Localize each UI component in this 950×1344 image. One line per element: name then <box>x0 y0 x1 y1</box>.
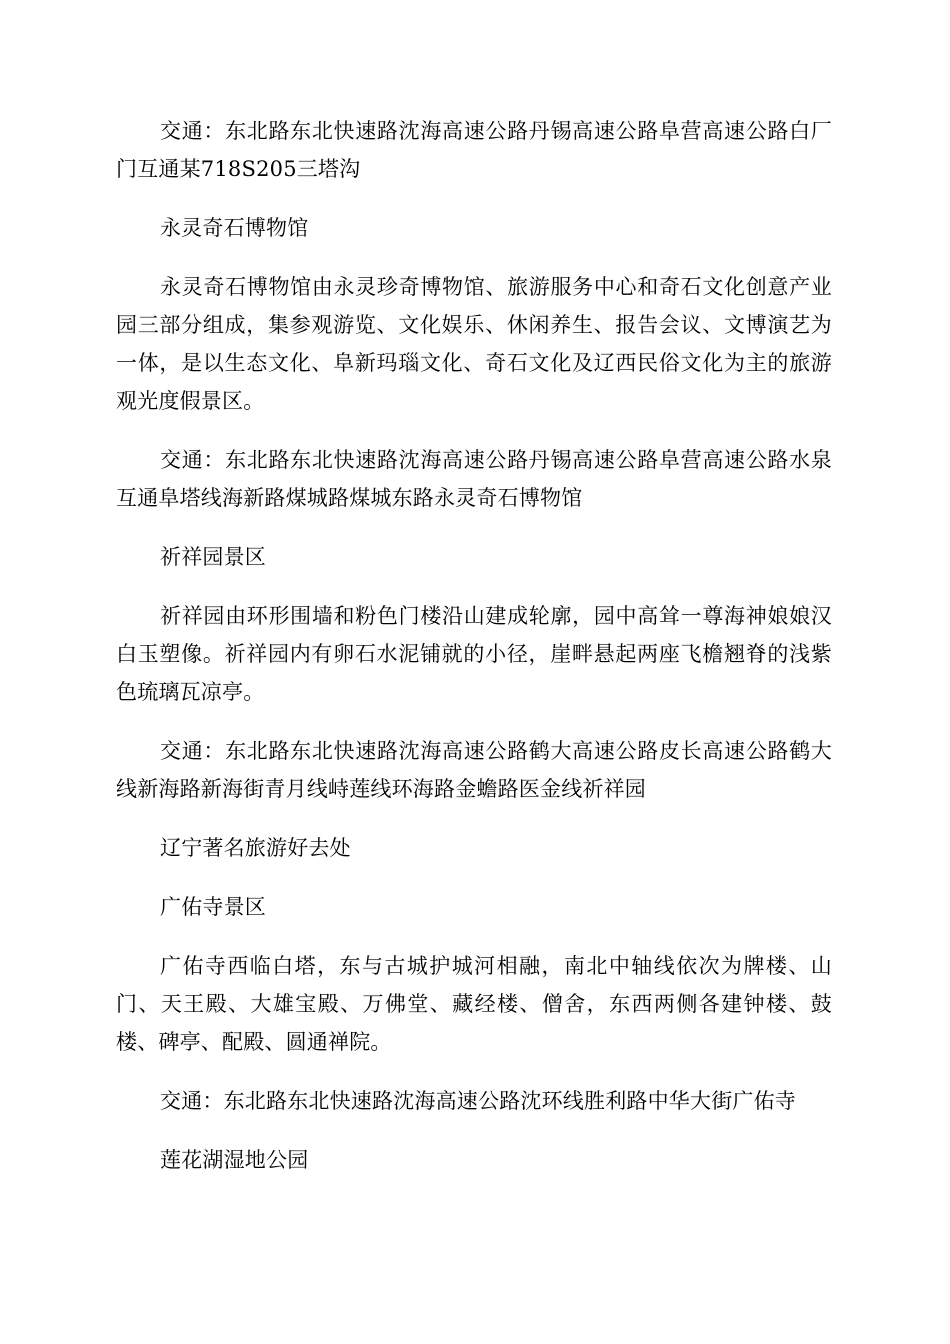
transport-info-yongling-museum: 交通：东北路东北快速路沈海高速公路丹锡高速公路阜营高速公路水泉互通阜塔线海新路煤城路煤城东路永灵奇石博物馆 <box>116 448 832 510</box>
section-heading-lotus-lake-wetland: 莲花湖湿地公园 <box>160 1148 309 1172</box>
description-qixiangyuan: 祈祥园由环形围墙和粉色门楼沿山建成轮廓，园中高耸一尊海神娘娘汉白玉塑像。祈祥园内有卵石水泥铺就的小径，崖畔悬起两座飞檐翘脊的浅紫色琉璃瓦凉亭。 <box>116 604 832 704</box>
transport-info-santagou: 交通：东北路东北快速路沈海高速公路丹锡高速公路阜营高速公路白厂门互通某718S205三塔沟 <box>116 119 832 181</box>
description-guangyou-temple: 广佑寺西临白塔，东与古城护城河相融，南北中轴线依次为牌楼、山门、天王殿、大雄宝殿、万佛堂、藏经楼、僧舍，东西两侧各建钟楼、鼓楼、碑亭、配殿、圆通禅院。 <box>116 954 832 1054</box>
transport-info-qixiangyuan: 交通：东北路东北快速路沈海高速公路鹤大高速公路皮长高速公路鹤大线新海路新海街青月线峙莲线环海路金蟾路医金线祈祥园 <box>116 739 832 801</box>
description-yongling-museum: 永灵奇石博物馆由永灵珍奇博物馆、旅游服务中心和奇石文化创意产业园三部分组成，集参观游览、文化娱乐、休闲养生、报告会议、文博演艺为一体，是以生态文化、阜新玛瑙文化、奇石文化及辽西民俗文化为主的旅游观光度假景区。 <box>116 275 832 413</box>
section-heading-liaoning-destinations: 辽宁著名旅游好去处 <box>160 836 351 860</box>
section-heading-qixiangyuan: 祈祥园景区 <box>160 545 266 569</box>
section-heading-guangyou-temple: 广佑寺景区 <box>160 895 266 919</box>
section-heading-yongling-museum: 永灵奇石博物馆 <box>160 216 309 240</box>
transport-info-guangyou-temple: 交通：东北路东北快速路沈海高速公路沈环线胜利路中华大街广佑寺 <box>160 1089 796 1113</box>
document-page <box>116 112 832 1200</box>
